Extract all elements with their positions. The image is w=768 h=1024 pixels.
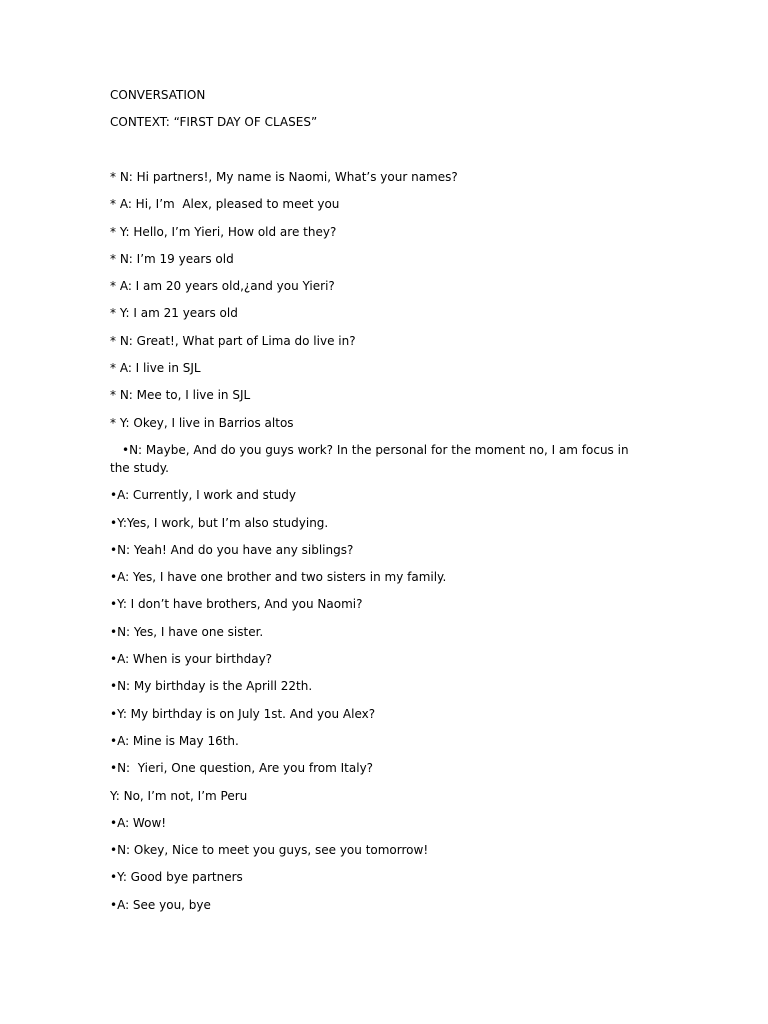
conversation-line: * A: I live in SJL	[110, 361, 201, 376]
conversation-line: •A: See you, bye	[110, 897, 211, 912]
conversation-line: * N: Mee to, I live in SJL	[110, 388, 251, 403]
conversation-lines	[110, 168, 650, 923]
conversation-line: •N: Yeah! And do you have any siblings?	[110, 542, 354, 557]
document-context: CONTEXT: “FIRST DAY OF CLASES”	[110, 115, 318, 129]
conversation-line: •A: When is your birthday?	[110, 652, 273, 667]
conversation-line: * Y: Okey, I live in Barrios altos	[110, 415, 294, 430]
conversation-line: •N: Yieri, One question, Are you from Italy?	[110, 761, 374, 776]
conversation-line: •A: Yes, I have one brother and two sisters in my family.	[110, 570, 447, 585]
conversation-line: * N: I’m 19 years old	[110, 251, 234, 266]
conversation-line: Y: No, I’m not, I’m Peru	[110, 788, 248, 803]
conversation-line: •Y: My birthday is on July 1st. And you Alex?	[110, 706, 376, 721]
conversation-line: •N: Yes, I have one sister.	[110, 624, 264, 639]
conversation-line: * Y: Hello, I’m Yieri, How old are they?	[110, 224, 337, 239]
conversation-line: •Y:Yes, I work, but I’m also studying.	[110, 515, 329, 530]
conversation-line: •A: Wow!	[110, 815, 167, 830]
conversation-line: * N: Great!, What part of Lima do live in?	[110, 333, 356, 348]
conversation-line: •Y: I don’t have brothers, And you Naomi?	[110, 597, 363, 612]
conversation-line: •A: Currently, I work and study	[110, 488, 296, 503]
conversation-line: * N: Hi partners!, My name is Naomi, What’s your names?	[110, 170, 458, 184]
conversation-line: * A: I am 20 years old,¿and you Yieri?	[110, 279, 335, 294]
conversation-line: •N: Okey, Nice to meet you guys, see you tomorrow!	[110, 843, 429, 858]
conversation-line: •A: Mine is May 16th.	[110, 733, 239, 748]
conversation-line: •N: Maybe, And do you guys work? In the personal for the moment no, I am focus in the study.	[110, 442, 633, 475]
conversation-line: •Y: Good bye partners	[110, 870, 243, 885]
document-title: CONVERSATION	[110, 88, 206, 102]
conversation-line: •N: My birthday is the Aprill 22th.	[110, 679, 313, 694]
conversation-line: * Y: I am 21 years old	[110, 306, 238, 321]
conversation-line: * A: Hi, I’m Alex, pleased to meet you	[110, 197, 340, 212]
